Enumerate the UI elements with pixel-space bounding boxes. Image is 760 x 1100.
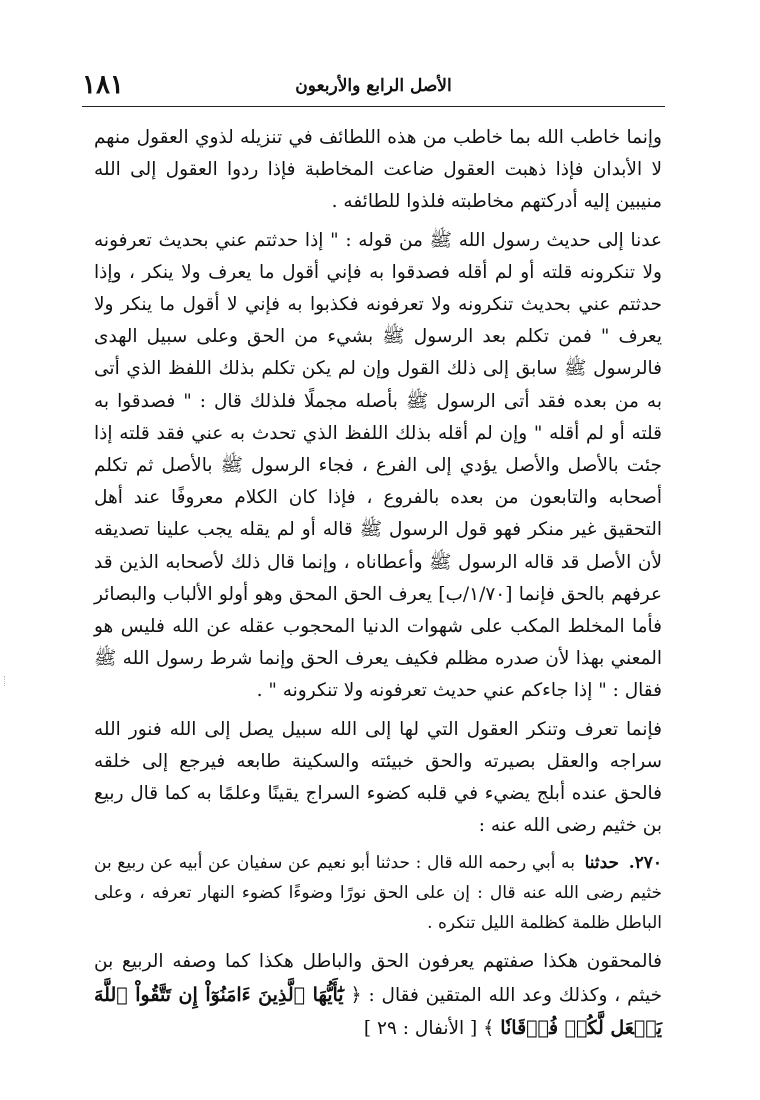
paragraph-conclusion [94,946,662,1045]
hadith-number: ٢٧٠. [628,853,663,874]
paragraph-reasoning: فإنما تعرف وتنكر العقول التي لها إلى الله سبيل يصل إلى الله فنور الله سراجه والعقل بصيرته والحق خبيئته والسكينة طابعه فيرجع إلى خلقه فالحق عنده أبلج يضيء في قلبه كضوء السراج يقينًا وعلمًا به كما قال ربيع بن خثيم رضى الله عنه : [94,718,662,837]
margin-mark [4,676,13,686]
hadith-narration [94,848,662,938]
quran-verse: يَٰٓأَيُّهَا ٱلَّذِينَ ءَامَنُوٓاْ إِن تَتَّقُواْ ٱللَّهَ يَجۡعَل لَّكُمۡ فُرۡقَانٗا [94,983,662,1039]
quran-citation: [ الأنفال : ٢٩ ] [363,1017,478,1039]
hadith-lead-word: حدثنا [584,853,620,874]
quran-open-bracket: ﴿ [350,983,362,1006]
paragraph-hadith-commentary: عدنا إلى حديث رسول الله ﷺ من قوله : " إذا حدثتم عني بحديث تعرفونه ولا تنكرونه قلته أو لم أقله فصدقوا به فإني أقول ما يعرف ولا ينكر ، وإذا حدثتم عني بحديث تنكرونه ولا تعرفونه فكذبوا به فإني لا أقول ما ينكر ولا يعرف " فمن تكلم بعد الرسول ﷺ بشيء من الحق وعلى سبيل الهدى فالرسول ﷺ سابق إلى ذلك القول وإن لم يكن تكلم بذلك اللفظ الذي أتى به من بعده فقد أتى الرسول ﷺ بأصله مجملًا فلذلك قال : " فصدقوا به قلته أو لم أقله " وإن لم أقله بذلك اللفظ الذي تحدث به عني فقد قلته إذا جئت بالأصل والأصل يؤدي إلى الفرع ، فجاء الرسول ﷺ بالأصل ثم تكلم أصحابه والتابعون من بعده بالفروع ، فإذا كان الكلام معروفًا عند أهل التحقيق غير منكر فهو قول الرسول ﷺ قاله أو لم يقله يجب علينا تصديقه لأن الأصل قد قاله الرسول ﷺ وأعطاناه ، وإنما قال ذلك لأصحابه الذين قد عرفهم بالحق فإنما [١/٧٠/ب] يعرف الحق المحق وهو أولو الألباب والبصائر فأما المخلط المكب على شهوات الدنيا المحجوب عقله عن الله فليس هو المعني بهذا لأن صدره مظلم فكيف يعرف الحق وإنما شرط رسول الله ﷺ فقال : " إذا جاءكم عني حديث تعرفونه ولا تنكرونه " . [94,229,662,702]
running-header [82,70,665,106]
body-text [94,122,662,1051]
chapter-title: الأصل الرابع والأربعون [295,76,452,96]
hadith-text: به أبي رحمه الله قال : حدثنا أبو نعيم عن سفيان عن أبيه عن ربيع بن خثيم رضى الله عنه قال : إن على الحق نورًا وضوءًا كضوء النهار تعرفه ، وعلى الباطل ظلمة كظلمة الليل تنكره . [94,853,662,934]
quran-close-bracket: ﴾ [483,1016,495,1039]
paragraph-intro: وإنما خاطب الله بما خاطب من هذه اللطائف في تنزيله لذوي العقول منهم لا الأبدان فإذا ذهبت العقول ضاعت المخاطبة فإذا ردوا العقول إلى الله منيبين إليه أدركتهم مخاطبته فلذوا للطائفه . [94,127,662,213]
header-divider [82,106,665,107]
conclusion-text: فالمحقون هكذا صفتهم يعرفون الحق والباطل هكذا كما وصفه الربيع بن خيثم ، وكذلك وعد الله المتقين فقال : [94,951,663,1006]
page-number: ١٨١ [82,70,124,100]
